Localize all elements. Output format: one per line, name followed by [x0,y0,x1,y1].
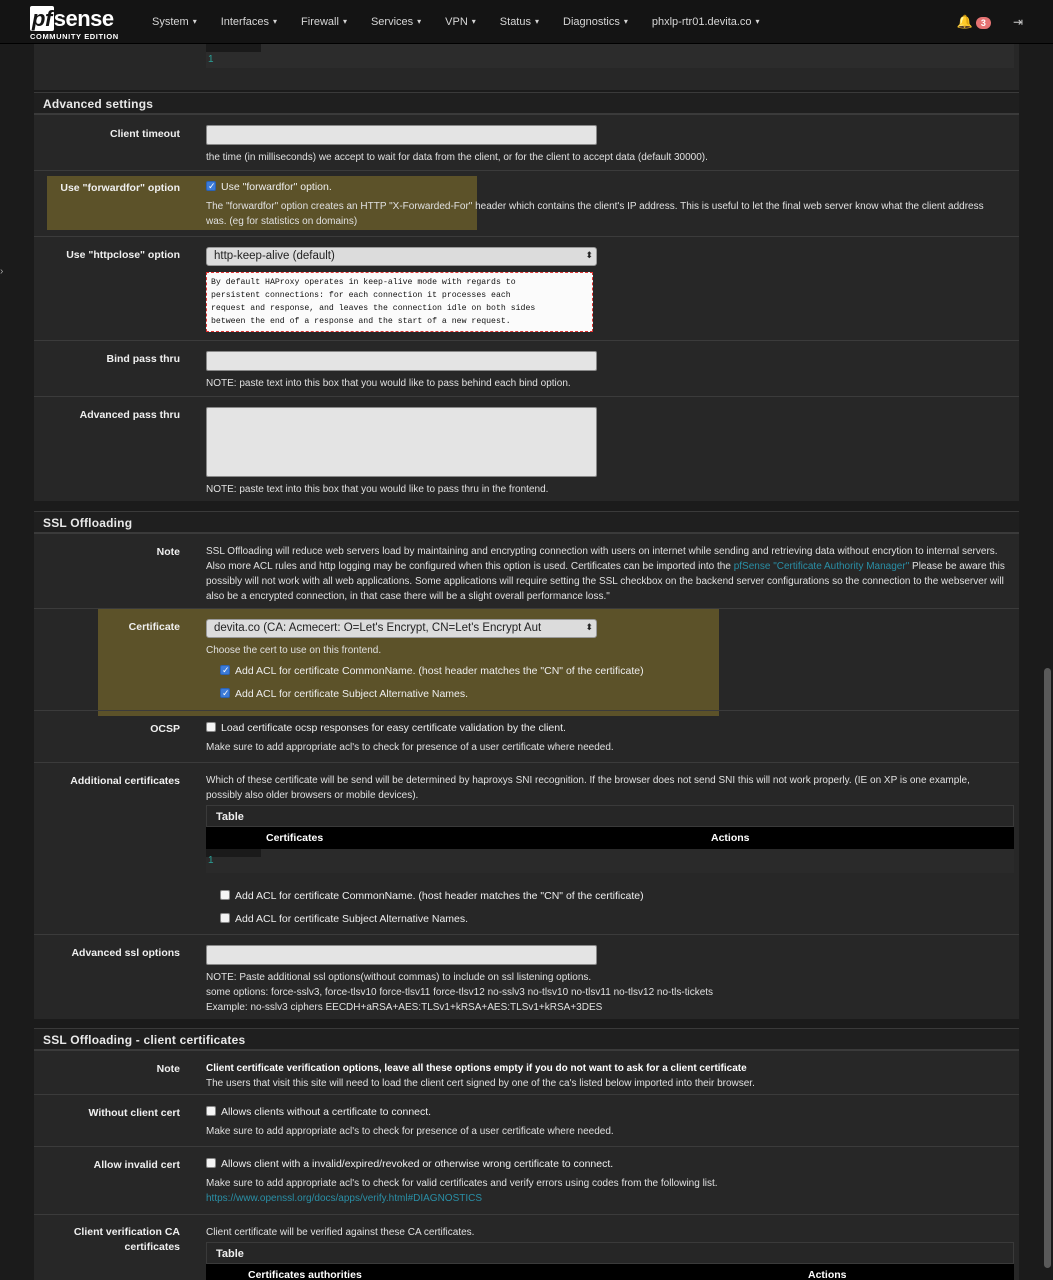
logout-icon[interactable]: ⇥ [1012,15,1023,29]
advanced-ssl-options-input[interactable] [206,945,597,965]
help-text: Make sure to add appropriate acl's to check for valid certificates and verify errors using codes from the following list. [206,1178,718,1189]
checkbox-unchecked[interactable] [220,890,230,900]
help-text: Client certificate will be verified against these CA certificates. [206,1227,475,1238]
allow-invalid-cert-checkbox-line[interactable]: Allows client with a invalid/expired/revoked or otherwise wrong certificate to connect. [206,1157,1005,1172]
caret-down-icon: ▾ [342,17,347,26]
advanced-pass-thru-textarea[interactable] [206,407,597,477]
caret-down-icon: ▾ [534,17,539,26]
previous-section-tail [34,44,1019,90]
section-heading: Advanced settings [34,92,1019,114]
help-text: NOTE: paste text into this box that you would like to pass thru in the frontend. [206,484,549,495]
nav-interfaces[interactable]: Interfaces ▾ [220,15,278,28]
edition-label: COMMUNITY EDITION [30,31,119,41]
select-arrows-icon: ⬍ [585,622,593,632]
advanced-ssl-options-row [34,934,1019,1019]
additional-certificates-table [206,805,1014,873]
certificate-manager-link[interactable]: pfSense "Certificate Authority Manager" [733,561,910,572]
ca-certificates-table [206,1242,1014,1280]
bell-icon: 🔔 [956,14,973,29]
previous-table-body [206,44,1014,68]
caret-down-icon: ▾ [755,17,760,26]
table-title: Table [206,1242,1014,1264]
checkbox-unchecked[interactable] [220,913,230,923]
help-text: Choose the cert to use on this frontend. [206,645,382,656]
select-arrows-icon: ⬍ [585,250,593,260]
notifications-button[interactable] [957,14,991,30]
field-label: OCSP [150,723,180,735]
field-label: Note [156,546,180,558]
acl-san-checkbox-line[interactable]: ✓Add ACL for certificate Subject Alternative Names. [220,687,1005,702]
checkbox-unchecked[interactable] [206,1158,216,1168]
ocsp-checkbox-line[interactable]: Load certificate ocsp responses for easy certificate validation by the client. [206,721,1005,736]
client-timeout-row [34,114,1019,170]
nav-system[interactable]: System ▾ [152,15,197,28]
scrollbar-thumb[interactable] [1044,668,1051,1268]
forwardfor-checkbox-line[interactable]: ✓ Use "forwardfor" option. [206,180,1005,195]
column-header-ca: Certificates authorities [248,1269,362,1280]
nav-services[interactable]: Services ▾ [370,15,422,28]
field-label: Client verification CA certificates [73,1226,180,1253]
bind-pass-thru-row [34,340,1019,396]
help-text: Make sure to add appropriate acl's to check for presence of a user certificate where needed. [206,742,614,753]
client-timeout-input[interactable] [206,125,597,145]
caret-down-icon: ▾ [623,17,628,26]
table-title: Table [206,805,1014,827]
caret-down-icon: ▾ [417,17,422,26]
forwardfor-row [34,170,1019,236]
table-cell-stub [206,44,261,52]
checkbox-unchecked[interactable] [206,722,216,732]
openssl-diagnostics-link[interactable]: https://www.openssl.org/docs/apps/verify.html#DIAGNOSTICS [206,1193,483,1204]
help-text: Example: no-sslv3 ciphers EECDH+aRSA+AES:TLSv1+kRSA+AES:TLSv1+kRSA+3DES [206,1002,603,1013]
caret-down-icon: ▾ [471,17,476,26]
allow-invalid-cert-row [34,1146,1019,1214]
acl-san-checkbox-line-2[interactable]: Add ACL for certificate Subject Alternative Names. [220,912,1005,927]
table-cell-stub [206,849,261,857]
help-text: The "forwardfor" option creates an HTTP "X-Forwarded-For" header which contains the client's IP address. This is useful to let the final web server know what the client address was. (eg for statistics on domains) [206,201,984,227]
help-text: some options: force-sslv3, force-tlsv10 force-tlsv11 force-tlsv12 no-sslv3 no-tlsv10 no-tlsv11 no-tlsv12 no-tls-tickets [206,987,714,998]
help-text: NOTE: paste text into this box that you would like to pass behind each bind option. [206,378,571,389]
httpclose-select[interactable]: http-keep-alive (default) ⬍ [206,247,597,266]
ssl-offloading-panel [34,511,1019,1019]
field-label: Advanced ssl options [71,947,180,959]
field-label: Use "forwardfor" option [60,182,180,194]
note-bold-text: Client certificate verification options, leave all these options empty if you do not want to ask for a client certificate [206,1063,747,1074]
acl-commonname-checkbox-line[interactable]: ✓Add ACL for certificate CommonName. (host header matches the "CN" of the certificate) [220,664,1005,679]
row-marker: 1 [208,855,214,866]
checkbox-checked[interactable] [220,665,230,675]
top-navbar [0,0,1053,44]
help-text: NOTE: Paste additional ssl options(without commas) to include on ssl listening options. [206,972,592,983]
certificate-select[interactable]: devita.co (CA: Acmecert: O=Let's Encrypt, CN=Let's Encrypt Aut ⬍ [206,619,597,638]
caret-down-icon: ▾ [273,17,278,26]
checkbox-checked[interactable] [220,688,230,698]
section-heading: SSL Offloading [34,511,1019,533]
without-client-cert-checkbox-line[interactable]: Allows clients without a certificate to connect. [206,1105,1005,1120]
without-client-cert-row [34,1094,1019,1146]
nav-status[interactable]: Status ▾ [499,15,539,28]
chevron-right-icon: › [0,266,4,277]
help-text: Make sure to add appropriate acl's to check for presence of a user certificate where needed. [206,1126,614,1137]
field-label: Bind pass thru [106,353,180,365]
acl-commonname-checkbox-line-2[interactable]: Add ACL for certificate CommonName. (host header matches the "CN" of the certificate) [220,889,1005,904]
httpclose-description: By default HAProxy operates in keep-alive mode with regards to persistent connections: for each connection it processes each request and response, and leaves the connection idle on both sides between the end of a response and the start of a new request. [206,272,593,332]
nav-vpn[interactable]: VPN ▾ [445,15,476,28]
ssl-note-text: SSL Offloading will reduce web servers load by maintaining and encrypting connection with users on internet while sending and retrieving data without encrytion to internal servers. Also more ACL rules and http logging may be configured when this option is used. Certificates can be imported into the pfSense "Certificate Authority Manager" Please be aware this possibly will not work with all web applications. Some applications will require setting the SSL checkbox on the backend server configurations so the connection to the webserver will also be a encrypted connection, in that case there will be a slight overall performance loss." [206,546,1005,602]
httpclose-row [34,236,1019,340]
field-label: Note [156,1063,180,1075]
field-label: Certificate [128,621,180,633]
notification-count-badge: 3 [976,17,991,29]
checkbox-checked[interactable] [206,181,216,191]
advanced-settings-panel [34,92,1019,501]
section-heading: SSL Offloading - client certificates [34,1028,1019,1050]
field-label: Client timeout [110,128,180,140]
nav-firewall[interactable]: Firewall ▾ [301,15,347,28]
ocsp-row [34,710,1019,762]
field-label: Without client cert [88,1107,180,1119]
nav-diagnostics[interactable]: Diagnostics ▾ [563,15,628,28]
additional-certificates-row [34,762,1019,934]
row-marker: 1 [208,54,214,65]
table-body [206,849,1014,873]
field-label: Additional certificates [70,775,180,787]
table-header-row [206,1264,1014,1280]
client-note-row [34,1050,1019,1094]
ssl-note-row [34,533,1019,608]
client-verification-ca-row [34,1214,1019,1280]
logo-pf: pf [32,5,52,31]
column-header-actions: Actions [808,1269,847,1280]
logo-sense: sense [53,5,114,31]
help-text: The users that visit this site will need to load the client cert signed by one of the ca's listed below imported into their browser. [206,1078,755,1089]
field-label: Use "httpclose" option [66,249,180,261]
help-text: the time (in milliseconds) we accept to wait for data from the client, or for the client to accept data (default 30000). [206,152,708,163]
ssl-client-certificates-panel [34,1028,1019,1280]
advanced-pass-thru-row [34,396,1019,501]
checkbox-unchecked[interactable] [206,1106,216,1116]
caret-down-icon: ▾ [192,17,197,26]
nav-hostname[interactable]: phxlp-rtr01.devita.co ▾ [651,15,760,28]
pfsense-logo[interactable] [0,0,140,44]
column-header-certificates: Certificates [266,832,324,844]
column-header-actions: Actions [711,832,750,844]
certificate-row [34,608,1019,710]
field-label: Advanced pass thru [79,409,180,421]
field-label: Allow invalid cert [93,1159,180,1171]
table-header-row [206,827,1014,849]
help-text: Which of these certificate will be send will be determined by haproxys SNI recognition. If the browser does not send SNI this will not work properly. (IE on XP is one example, possibly also older browsers or mobile devices). [206,775,970,801]
bind-pass-thru-input[interactable] [206,351,597,371]
